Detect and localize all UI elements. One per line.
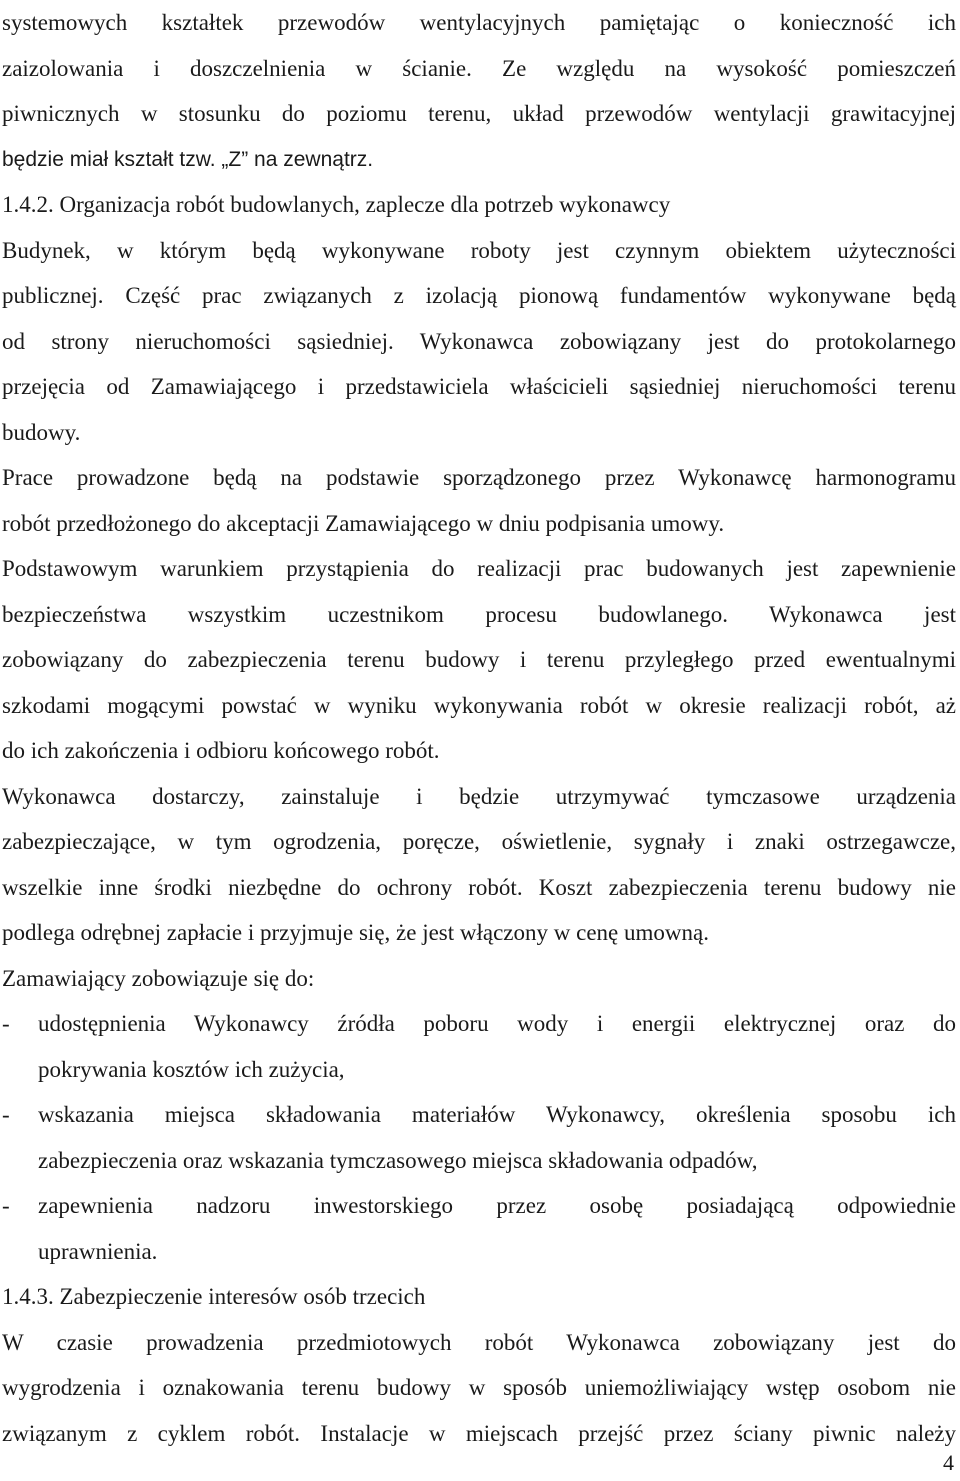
text-line: bezpieczeństwa wszystkim uczestnikom procesu budowlanego. Wykonawca jest [2,601,956,627]
text-line: Prace prowadzone będą na podstawie sporządzonego przez Wykonawcę harmonogramu [2,465,956,490]
text-line: od strony nieruchomości sąsiedniej. Wykonawca zobowiązany jest do protokolarnego [2,328,956,354]
page-number: 4 [943,1450,954,1475]
section-heading-1-4-3: 1.4.3. Zabezpieczenie interesów osób trzecich [2,1284,426,1309]
intro-paragraph [2,0,956,182]
list-item-line [2,1092,956,1138]
bullet-marker: - [2,1193,10,1218]
text-line: zabezpieczające, w tym ogrodzenia, poręcze, oświetlenie, sygnały i znaki ostrzegawcze, [2,829,956,854]
list-item-text: wskazania miejsca składowania materiałów Wykonawcy, określenia sposobu ich [38,1102,956,1127]
list-item-text: udostępnienia Wykonawcy źródła poboru wody i energii elektrycznej oraz do [38,1011,956,1036]
list-item [2,1092,956,1183]
obligations-intro: Zamawiający zobowiązuje się do: [2,965,315,991]
text-line: przejęcia od Zamawiającego i przedstawiciela właścicieli sąsiedniej nieruchomości terenu [2,374,956,399]
list-item-text: zapewnienia nadzoru inwestorskiego przez osobę posiadającą odpowiednie [38,1193,956,1218]
paragraph-temporary-installations [2,774,956,956]
text-line: Wykonawca dostarczy, zainstaluje i będzie utrzymywać tymczasowe urządzenia [2,783,956,809]
paragraph-schedule [2,455,956,546]
list-item-line: uprawnienia. [38,1238,158,1264]
paragraph-third-party [2,1320,956,1457]
section-heading-1-4-2: 1.4.2. Organizacja robót budowlanych, zaplecze dla potrzeb wykonawcy [2,192,671,217]
text-line: będzie miał kształt tzw. „Z” na zewnątrz. [2,147,374,171]
text-line: do ich zakończenia i odbioru końcowego robót. [2,738,440,763]
text-line: publicznej. Część prac związanych z izolacją pionową fundamentów wykonywane będą [2,283,956,308]
bullet-marker: - [2,1011,10,1036]
text-line: W czasie prowadzenia przedmiotowych robót Wykonawca zobowiązany jest do [2,1329,956,1355]
text-line: zaizolowania i doszczelnienia w ścianie. Ze względu na wysokość pomieszczeń [2,55,956,81]
document-page [2,0,956,1456]
bullet-marker: - [2,1102,10,1127]
text-line: budowy. [2,419,81,445]
text-line: wszelkie inne środki niezbędne do ochrony robót. Koszt zabezpieczenia terenu budowy nie [2,874,956,900]
list-item-line [2,1183,956,1229]
obligations-list [2,1001,956,1274]
text-line: Podstawowym warunkiem przystąpienia do realizacji prac budowanych jest zapewnienie [2,556,956,581]
text-line: zobowiązany do zabezpieczenia terenu budowy i terenu przyległego przed ewentualnymi [2,647,956,672]
text-line: wygrodzenia i oznakowania terenu budowy w sposób uniemożliwiający wstęp osobom nie [2,1375,956,1400]
text-line: systemowych kształtek przewodów wentylacyjnych pamiętając o konieczność ich [2,10,956,35]
paragraph-safety [2,546,956,774]
list-item [2,1183,956,1274]
list-item-line [2,1001,956,1047]
text-line: piwnicznych w stosunku do poziomu terenu, układ przewodów wentylacji grawitacyjnej [2,101,956,126]
text-line: robót przedłożonego do akceptacji Zamawiającego w dniu podpisania umowy. [2,510,725,536]
list-item-line: zabezpieczenia oraz wskazania tymczasowego miejsca składowania odpadów, [38,1147,758,1173]
text-line: podlega odrębnej zapłacie i przyjmuje się, że jest włączony w cenę umowną. [2,920,709,945]
text-line: związanym z cyklem robót. Instalacje w miejscach przejść przez ściany piwnic należy [2,1420,956,1446]
text-line: Budynek, w którym będą wykonywane roboty jest czynnym obiektem użyteczności [2,237,956,263]
list-item [2,1001,956,1092]
paragraph-site-context [2,228,956,456]
text-line: szkodami mogącymi powstać w wyniku wykonywania robót w okresie realizacji robót, aż [2,692,956,718]
list-item-line: pokrywania kosztów ich zużycia, [38,1056,345,1082]
